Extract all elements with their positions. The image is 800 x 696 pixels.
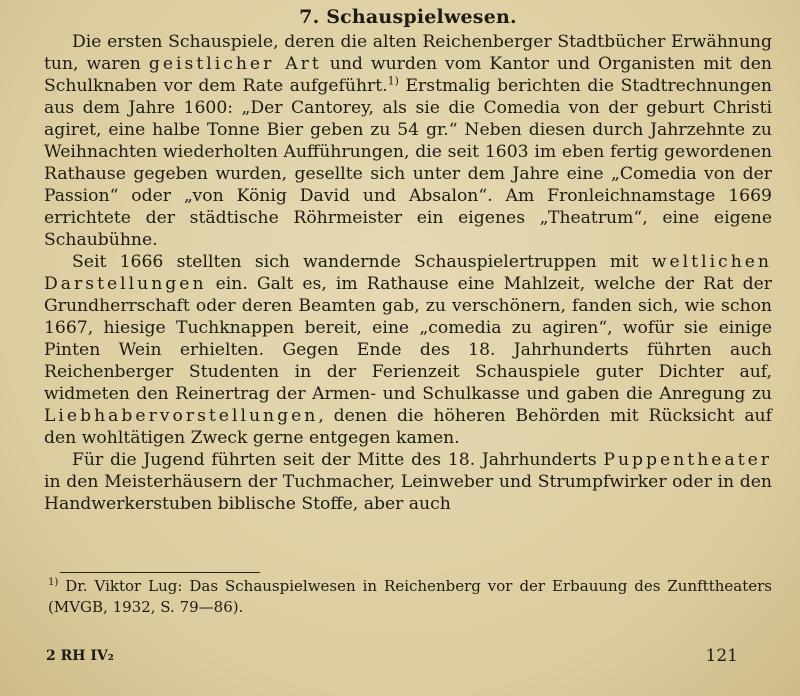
page-body xyxy=(44,6,772,515)
footnote-divider xyxy=(60,572,260,573)
paragraph-2-text-c: ein. Galt es, im Rathause eine Mahlzeit, welche der Rat der Grundherrschaft oder deren Beamten gab, zu verschönern, fanden sich, wie schon 1667, hiesige Tuchknappen bereit, eine „comedia zu agiren“, wofür sie einige Pinten Wein erhielten. Gegen Ende des 18. Jahrhunderts führten auch Reichenberger Studenten in der Ferienzeit Schauspiele guter Dichter auf, widmeten den Reinertrag der Armen- und Schulkasse und gaben die Anregung zu xyxy=(44,274,772,404)
footnote xyxy=(48,576,772,618)
paragraph-3-text-c: in den Meisterhäusern der Tuchmacher, Leinweber und Strumpfwirker oder in den Handwerkerstuben biblische Stoffe, aber auch xyxy=(44,472,772,514)
paragraph-1-text-c: und wurden vom Kantor und Organisten mit den Schulknaben vor dem Rate aufgeführt. xyxy=(44,54,772,96)
paragraph-2-spaced-text-2: Liebhabervorstellungen xyxy=(44,406,319,426)
paragraph-2 xyxy=(44,251,772,449)
paragraph-2-text-a: Seit 1666 stellten sich wandernde Schauspielertruppen mit xyxy=(72,252,652,272)
paragraph-2-text-e: , denen die höheren Behörden mit Rücksicht auf den wohltätigen Zweck gerne entgegen kamen. xyxy=(44,406,772,448)
paragraph-1-text-a: Die ersten Schauspiele, deren die alten Reichenberger Stadtbücher Erwähnung tun, waren xyxy=(44,32,772,74)
footnote-text: Dr. Viktor Lug: Das Schauspielwesen in Reichenberg vor der Erbauung des Zunfttheaters (MVGB, 1932, S. 79—86). xyxy=(48,577,772,616)
paragraph-1-text-d: Erstmalig berichten die Stadtrechnungen aus dem Jahre 1600: „Der Cantorey, als sie die Comedia von der geburt Christi agiret, eine halbe Tonne Bier geben zu 54 gr.“ Neben diesen durch Jahrzehnte zu Weihnachten wiederholten Aufführungen, die seit 1603 im eben fertig gewordenen Rathause gegeben wurden, gesellte sich unter dem Jahre eine „Comedia von der Passion“ oder „von König David und Absalon“. Am Fronleichnamstage 1669 errichtete der städtische Röhrmeister ein eigenes „Theatrum“, eine eigene Schaubühne. xyxy=(44,76,772,250)
section-heading: 7. Schauspielwesen. xyxy=(299,6,517,28)
printer-signature: 2 RH IV₂ xyxy=(46,648,114,664)
paragraph-1-spaced-text: geistlicher Art xyxy=(148,54,322,74)
footnote-mark: 1) xyxy=(48,577,59,588)
paragraph-3 xyxy=(44,449,772,515)
paragraph-2-spaced-text-1: weltlichen Darstellungen xyxy=(44,252,772,294)
footnote-reference: 1) xyxy=(387,74,399,88)
page-number: 121 xyxy=(705,646,738,666)
paragraph-3-spaced-text: Puppentheater xyxy=(603,450,772,470)
paragraph-1 xyxy=(44,31,772,251)
paragraph-3-text-a: Für die Jugend führten seit der Mitte des 18. Jahrhunderts xyxy=(72,450,604,470)
